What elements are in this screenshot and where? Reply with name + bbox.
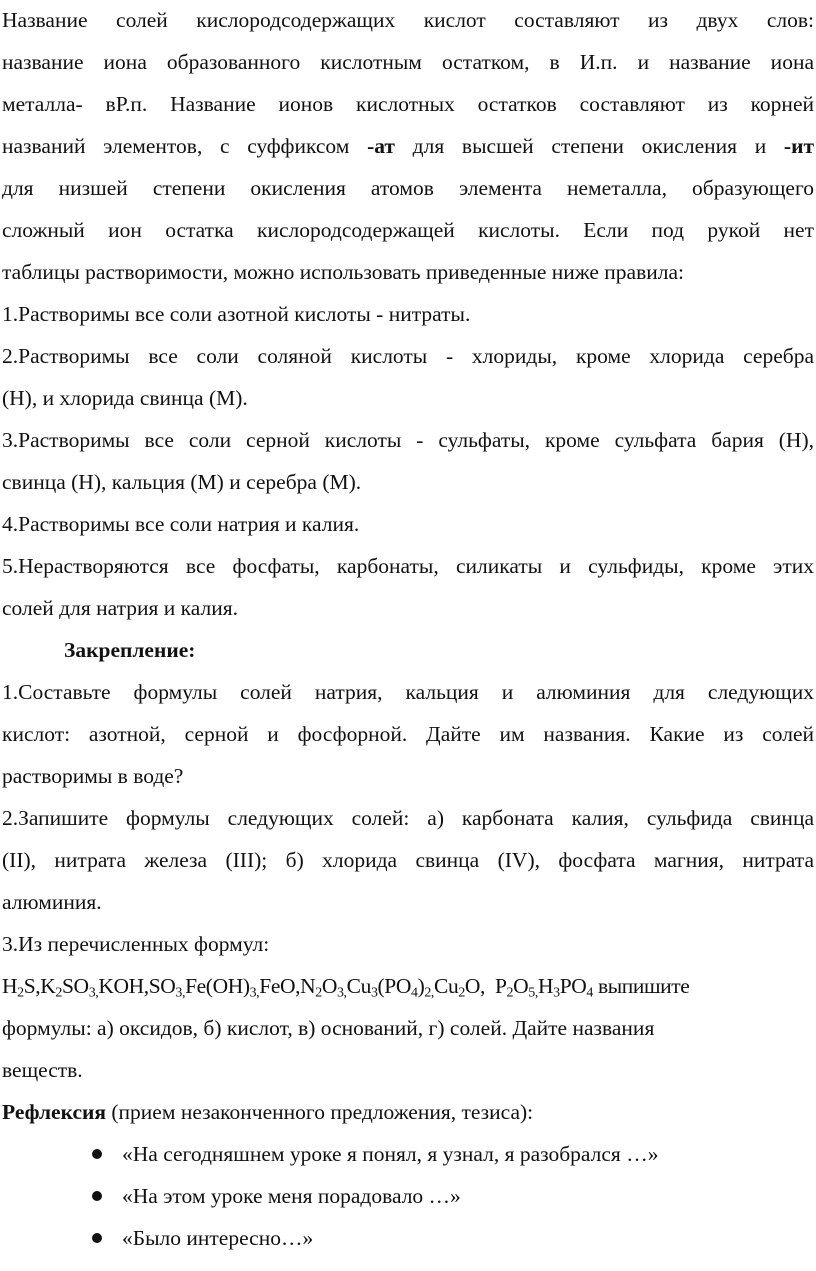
task-1-line-3: растворимы в воде? xyxy=(2,764,184,788)
task-1-line-2: кислот: азотной, серной и фосфорной. Дайте им названия. Какие из солей xyxy=(2,722,814,746)
rule-4: 4.Растворимы все соли натрия и калия. xyxy=(2,512,360,536)
rule-1: 1.Растворимы все соли азотной кислоты - нитраты. xyxy=(2,302,471,326)
task-2-line-3: алюминия. xyxy=(2,890,102,914)
reflection-item-2: «На этом уроке меня порадовало …» xyxy=(122,1184,461,1208)
reflection-line xyxy=(2,1097,814,1127)
intro-line-2: название иона образованного кислотным остатком, в И.п. и название иона xyxy=(2,50,814,74)
reflection-subtitle: (прием незаконченного предложения, тезиса): xyxy=(106,1100,534,1124)
rule-3-line-1: 3.Растворимы все соли серной кислоты - сульфаты, кроме сульфата бария (Н), xyxy=(2,428,814,452)
task-2-line-1: 2.Запишите формулы следующих солей: а) карбоната калия, сульфида свинца xyxy=(2,806,814,830)
task-3-line-1: 3.Из перечисленных формул: xyxy=(2,932,270,956)
intro-line-4 xyxy=(2,131,814,161)
task-3-formulas xyxy=(2,971,814,1001)
consolidation-heading: Закрепление: xyxy=(64,638,196,662)
task-3-line-4: веществ. xyxy=(2,1058,83,1082)
task-1-line-1: 1.Составьте формулы солей натрия, кальция и алюминия для следующих xyxy=(2,680,814,704)
task-2-line-2: (II), нитрата железа (III); б) хлорида свинца (IV), фосфата магния, нитрата xyxy=(2,848,814,872)
reflection-title: Рефлексия xyxy=(2,1100,107,1124)
bullet-icon xyxy=(92,1149,102,1159)
suffix-at: -ат xyxy=(367,134,395,158)
bullet-icon xyxy=(92,1233,102,1243)
intro-line-6: сложный ион остатка кислородсодержащей кислоты. Если под рукой нет xyxy=(2,218,814,242)
intro-line-1: Название солей кислородсодержащих кислот составляют из двух слов: xyxy=(2,8,814,32)
intro-line-7: таблицы растворимости, можно использовать приведенные ниже правила: xyxy=(2,260,685,284)
bullet-icon xyxy=(92,1191,102,1201)
rule-5-line-1: 5.Нерастворяются все фосфаты, карбонаты, силикаты и сульфиды, кроме этих xyxy=(2,554,814,578)
task-3-formulas-tail: выпишите xyxy=(592,974,690,998)
reflection-item-3: «Было интересно…» xyxy=(122,1226,314,1250)
rule-2-line-1: 2.Растворимы все соли соляной кислоты - хлориды, кроме хлорида серебра xyxy=(2,344,814,368)
intro-line-4-mid: для высшей степени окисления и xyxy=(394,134,784,158)
rule-2-line-2: (Н), и хлорида свинца (М). xyxy=(2,386,248,410)
formula-list: $H_2S,K_2SO_{3,}KOH,SO_{3,}Fe(OH)_{3,}FeO,N_2O_{3,}Cu_3(PO_4)_{2,}Cu_2O$, $P_2O_{5,}H_3PO_4$ xyxy=(2,974,593,1001)
intro-line-5: для низшей степени окисления атомов элемента неметалла, образующего xyxy=(2,176,814,200)
intro-line-3: металла- вР.п. Название ионов кислотных остатков составляют из корней xyxy=(2,92,814,116)
suffix-it: -ит xyxy=(783,134,815,158)
reflection-item-1: «На сегодняшнем уроке я понял, я узнал, я разобрался …» xyxy=(122,1142,659,1166)
rule-5-line-2: солей для натрия и калия. xyxy=(2,596,238,620)
intro-line-4-text: названий элементов, с суффиксом xyxy=(2,134,368,158)
task-3-line-3: формулы: а) оксидов, б) кислот, в) оснований, г) солей. Дайте названия xyxy=(2,1016,655,1040)
rule-3-line-2: свинца (Н), кальция (М) и серебра (М). xyxy=(2,470,362,494)
